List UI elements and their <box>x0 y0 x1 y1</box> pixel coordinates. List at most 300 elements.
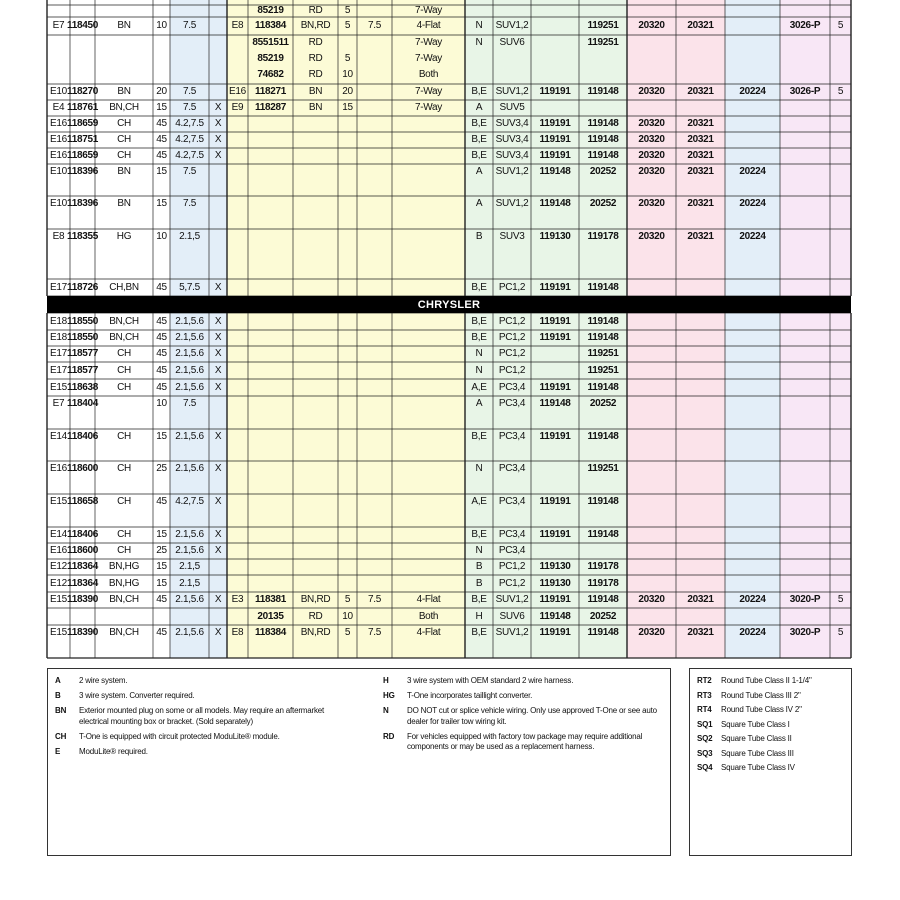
table-cell: N <box>475 545 483 556</box>
table-cell: X <box>214 496 222 507</box>
legend-hitch-item-text: Square Tube Class II <box>721 734 792 743</box>
table-cell: 20321 <box>687 118 714 129</box>
table-cell: 7.5 <box>182 20 197 31</box>
table-cell: 20320 <box>638 594 665 605</box>
table-cell: PC1,2 <box>498 365 526 376</box>
legend-left-item-key: B <box>55 691 61 700</box>
table-cell: 20321 <box>687 150 714 161</box>
table-cell: X <box>214 134 222 145</box>
table-cell: 7-Way <box>414 86 443 97</box>
table-cell: X <box>214 332 222 343</box>
legend-hitch-item-text: Round Tube Class II 1-1/4" <box>721 676 812 685</box>
table-cell: 2.1,5 <box>179 561 200 572</box>
table-cell: 45 <box>156 382 167 393</box>
table-cell: E3 <box>231 594 244 605</box>
table-cell: PC1,2 <box>498 348 526 359</box>
table-cell: E7 <box>52 20 65 31</box>
table-cell: SUV1,2 <box>495 627 529 638</box>
table-cell: SUV1,2 <box>495 86 529 97</box>
table-cell: BN <box>117 86 131 97</box>
table-cell: 119130 <box>539 231 571 242</box>
table-cell: N <box>475 463 483 474</box>
table-cell: 2.1,5 <box>179 578 200 589</box>
table-cell: 45 <box>156 365 167 376</box>
table-cell: CH <box>117 463 131 474</box>
table-cell: 20320 <box>638 118 665 129</box>
table-cell: 7.5 <box>367 594 382 605</box>
table-cell: CH <box>117 382 131 393</box>
column-tint <box>780 313 830 658</box>
table-cell: 7-Way <box>414 53 443 64</box>
table-cell: 2.1,5.6 <box>175 332 204 343</box>
table-cell: PC3,4 <box>498 529 526 540</box>
table-cell: 20321 <box>687 166 714 177</box>
table-cell: E12 <box>50 561 67 572</box>
table-cell: 15 <box>156 529 167 540</box>
table-cell: 7.5 <box>182 86 197 97</box>
table-cell: 118406 <box>66 529 99 540</box>
table-cell: 7.5 <box>182 166 197 177</box>
table-cell: 118396 <box>66 166 99 177</box>
table-cell: X <box>214 150 222 161</box>
table-cell: BN <box>308 102 323 113</box>
table-cell: PC3,4 <box>498 398 526 409</box>
table-cell: X <box>214 463 222 474</box>
table-cell: 2.1,5.6 <box>175 365 204 376</box>
table-cell: 20321 <box>687 20 714 31</box>
table-cell: CH <box>117 348 131 359</box>
table-cell: 118577 <box>66 348 99 359</box>
table-cell: 4.2,7.5 <box>175 150 204 161</box>
legend-hitch-item-key: SQ2 <box>697 734 713 743</box>
legend-left-item-text: Exterior mounted plug on some or all models. May require an aftermarket <box>79 706 325 715</box>
column-tint <box>357 313 392 658</box>
table-cell: CH <box>117 496 131 507</box>
table-cell: 25 <box>156 463 167 474</box>
table-cell: 118659 <box>66 150 99 161</box>
table-cell: 119178 <box>587 561 619 572</box>
legend-left-item-key: CH <box>55 731 67 741</box>
table-cell: E10 <box>50 86 67 97</box>
table-cell: 118390 <box>66 627 99 638</box>
table-cell: 20321 <box>687 198 714 209</box>
table-cell: 85219 <box>257 53 284 64</box>
table-cell: 4.2,7.5 <box>175 118 204 129</box>
table-cell: 2.1,5.6 <box>175 545 204 556</box>
table-cell: 118404 <box>66 398 99 409</box>
table-cell: 20321 <box>687 231 714 242</box>
table-cell: X <box>214 594 222 605</box>
table-cell: CH <box>117 529 131 540</box>
legend-mid-item-text: 3 wire system with OEM standard 2 wire harness. <box>407 676 574 685</box>
legend-hitch-item-text: Round Tube Class III 2" <box>721 690 801 700</box>
table-cell: B,E <box>471 150 487 161</box>
table-cell: 119191 <box>539 529 571 540</box>
table-cell: 118550 <box>66 332 99 343</box>
table-cell: 7-Way <box>414 102 443 113</box>
table-cell: 119148 <box>539 166 571 177</box>
table-cell: BN,RD <box>300 594 331 605</box>
table-cell: 15 <box>156 431 167 442</box>
table-cell: X <box>214 316 222 327</box>
table-cell: A <box>475 398 483 409</box>
table-cell: 5 <box>837 20 844 31</box>
table-cell: 119148 <box>587 431 619 442</box>
table-cell: 20320 <box>638 150 665 161</box>
legend-hitch-item-key: RT2 <box>697 676 712 685</box>
table-cell: 10 <box>156 231 167 242</box>
table-cell: BN <box>117 166 131 177</box>
table-cell: 20252 <box>589 166 617 177</box>
table-cell: 20321 <box>687 594 714 605</box>
table-cell: B <box>475 578 483 589</box>
table-cell: B,E <box>471 134 487 145</box>
table-cell: PC1,2 <box>498 332 526 343</box>
table-cell: 119148 <box>587 496 619 507</box>
table-cell: B <box>475 561 483 572</box>
table-cell: A <box>475 102 483 113</box>
table-cell: 20321 <box>687 627 714 638</box>
table-cell: 10 <box>342 611 353 622</box>
table-cell: A,E <box>471 496 487 507</box>
table-cell: 5 <box>837 594 844 605</box>
table-cell: E16 <box>50 150 67 161</box>
table-cell: PC1,2 <box>498 282 526 293</box>
table-cell: 3020-P <box>789 594 821 605</box>
table-cell: 45 <box>156 134 167 145</box>
table-cell: 20320 <box>638 627 665 638</box>
table-cell: PC1,2 <box>498 316 526 327</box>
table-cell: 7.5 <box>182 198 197 209</box>
table-cell: 4.2,7.5 <box>175 134 204 145</box>
table-cell: 119191 <box>539 332 571 343</box>
table-cell: 7.5 <box>182 102 197 113</box>
table-cell: 20321 <box>687 134 714 145</box>
table-cell: E8 <box>52 231 65 242</box>
table-cell: SUV1,2 <box>495 166 529 177</box>
table-cell: PC1,2 <box>498 561 526 572</box>
table-cell: 119251 <box>587 463 619 474</box>
legend-box-hitch <box>689 668 852 856</box>
table-cell: N <box>475 348 483 359</box>
table-cell: 5 <box>837 627 844 638</box>
table-cell: 20224 <box>739 231 766 242</box>
table-cell: 118550 <box>66 316 99 327</box>
table-cell: 119191 <box>539 594 571 605</box>
table-cell: 5 <box>344 594 351 605</box>
table-cell: 45 <box>156 332 167 343</box>
column-tint <box>248 313 293 658</box>
table-cell: 20224 <box>739 86 766 97</box>
table-cell: N <box>475 37 483 48</box>
table-cell: 119251 <box>587 20 619 31</box>
table-cell: E16 <box>50 118 67 129</box>
table-cell: X <box>214 545 222 556</box>
table-cell: X <box>214 382 222 393</box>
table-cell: 25 <box>156 545 167 556</box>
table-cell: PC3,4 <box>498 463 526 474</box>
table-cell: 119191 <box>539 150 571 161</box>
table-cell: BN,CH <box>109 316 139 327</box>
table-cell: 119130 <box>539 578 571 589</box>
table-cell: RD <box>308 37 323 48</box>
table-cell: BN <box>308 86 323 97</box>
table-cell: A <box>475 198 483 209</box>
table-cell: SUV3,4 <box>495 134 529 145</box>
table-cell: SUV3,4 <box>495 118 529 129</box>
legend-mid-item-key: HG <box>383 691 395 700</box>
column-tint <box>338 313 357 658</box>
legend-hitch-item-key: SQ4 <box>697 763 713 772</box>
table-cell: 118364 <box>66 561 99 572</box>
table-cell: E16 <box>229 86 246 97</box>
table-cell: 20224 <box>739 198 766 209</box>
table-cell: 118406 <box>66 431 99 442</box>
table-cell: X <box>214 348 222 359</box>
table-cell: 20224 <box>739 627 766 638</box>
table-cell: 15 <box>156 198 167 209</box>
table-cell: X <box>214 282 222 293</box>
table-cell: E15 <box>50 382 67 393</box>
table-cell: 118658 <box>66 496 99 507</box>
table-cell: 45 <box>156 150 167 161</box>
legend-hitch-item-text: Square Tube Class III <box>721 748 794 758</box>
table-cell: BN <box>117 20 131 31</box>
table-cell: 15 <box>156 561 167 572</box>
table-cell: A,E <box>471 382 487 393</box>
table-cell: E17 <box>50 282 67 293</box>
table-cell: 2.1,5.6 <box>175 382 204 393</box>
table-cell: 20320 <box>638 166 665 177</box>
table-cell: 4.2,7.5 <box>175 496 204 507</box>
column-tint <box>725 313 780 658</box>
table-cell: N <box>475 20 483 31</box>
table-cell: 119191 <box>539 316 571 327</box>
table-cell: E15 <box>50 594 67 605</box>
table-cell: 15 <box>156 166 167 177</box>
table-cell: 119148 <box>587 86 619 97</box>
table-cell: 118364 <box>66 578 99 589</box>
table-cell: 118384 <box>254 627 287 638</box>
table-cell: 45 <box>156 496 167 507</box>
table-cell: 3020-P <box>789 627 821 638</box>
column-tint <box>227 313 248 658</box>
table-cell: E7 <box>52 398 65 409</box>
table-cell: RD <box>308 53 323 64</box>
table-cell: 20252 <box>589 398 617 409</box>
table-cell: 119148 <box>587 594 619 605</box>
table-cell: 119130 <box>539 561 571 572</box>
table-cell: 20320 <box>638 231 665 242</box>
legend-hitch-item-key: SQ3 <box>697 748 713 758</box>
table-cell: E14 <box>50 529 67 540</box>
legend-left-item-text: T-One is equipped with circuit protected ModuLite® module. <box>79 731 280 741</box>
table-cell: SUV6 <box>499 37 525 48</box>
table-cell: 2.1,5.6 <box>175 348 204 359</box>
table-cell: 118384 <box>254 20 287 31</box>
section-header-chrysler: CHRYSLER <box>417 299 481 311</box>
table-cell: SUV3,4 <box>495 150 529 161</box>
table-cell: 119191 <box>539 282 571 293</box>
table-cell: 119148 <box>539 198 571 209</box>
table-cell: SUV6 <box>499 611 525 622</box>
table-cell: 118638 <box>66 382 99 393</box>
table-cell: 85219 <box>257 5 284 16</box>
column-tint <box>293 313 338 658</box>
table-cell: E15 <box>50 627 67 638</box>
table-cell: 7.5 <box>182 398 197 409</box>
table-cell: B,E <box>471 332 487 343</box>
legend-hitch-item-text: Square Tube Class I <box>721 719 790 729</box>
table-cell: N <box>475 365 483 376</box>
legend-left-item-text: 3 wire system. Converter required. <box>79 691 195 700</box>
table-cell: 20252 <box>589 198 617 209</box>
table-cell: 118659 <box>66 118 99 129</box>
table-cell: CH <box>117 431 131 442</box>
legend-hitch-item-text: Round Tube Class IV 2" <box>721 705 802 714</box>
table-cell: CH <box>117 150 131 161</box>
table-cell: 2.1,5.6 <box>175 529 204 540</box>
table-cell: 118355 <box>66 231 99 242</box>
table-cell: 2.1,5.6 <box>175 463 204 474</box>
table-cell: 20224 <box>739 166 766 177</box>
column-tint <box>676 313 725 658</box>
table-cell: 119148 <box>587 282 619 293</box>
legend-mid-item-text: For vehicles equipped with factory tow package may require additional <box>407 731 643 741</box>
table-cell: CH <box>117 365 131 376</box>
table-cell: Both <box>418 69 439 80</box>
table-cell: 15 <box>156 578 167 589</box>
table-cell: BN <box>117 198 131 209</box>
legend-box-main <box>47 668 671 856</box>
table-cell: 10 <box>156 398 167 409</box>
table-cell: SUV3 <box>499 231 525 242</box>
table-cell: E14 <box>50 431 67 442</box>
table-cell: 20321 <box>687 86 714 97</box>
table-cell: X <box>214 431 222 442</box>
table-cell: 20320 <box>638 86 665 97</box>
table-cell: 118600 <box>66 545 99 556</box>
table-cell: SUV1,2 <box>495 594 529 605</box>
table-cell: B,E <box>471 431 487 442</box>
table-cell: 20320 <box>638 198 665 209</box>
table-cell: 118390 <box>66 594 99 605</box>
table-cell: BN,CH <box>109 627 139 638</box>
table-cell: E17 <box>50 348 67 359</box>
table-cell: 45 <box>156 118 167 129</box>
table-cell: 119178 <box>587 231 619 242</box>
table-cell: 2.1,5.6 <box>175 316 204 327</box>
table-cell: B,E <box>471 282 487 293</box>
legend-hitch-item-key: RT3 <box>697 690 712 700</box>
table-cell: X <box>214 627 222 638</box>
table-cell: 4-Flat <box>416 627 441 638</box>
table-cell: E10 <box>50 198 67 209</box>
table-cell: 45 <box>156 594 167 605</box>
legend-mid-item-key: H <box>383 676 389 685</box>
legend-left-item-text: ModuLite® required. <box>79 746 148 756</box>
table-cell: 45 <box>156 348 167 359</box>
table-cell: 119148 <box>587 529 619 540</box>
table-cell: 119148 <box>587 150 619 161</box>
table-cell: 45 <box>156 627 167 638</box>
table-cell: 119148 <box>587 118 619 129</box>
table-cell: SUV5 <box>499 102 525 113</box>
table-cell: 45 <box>156 282 167 293</box>
table-cell: E12 <box>50 578 67 589</box>
table-cell: BN,RD <box>300 20 331 31</box>
table-cell: E16 <box>50 463 67 474</box>
legend-mid-item-key: N <box>383 706 389 715</box>
table-cell: 119148 <box>587 134 619 145</box>
table-cell: 5 <box>344 20 351 31</box>
legend-left-item-text: electrical mounting box or bracket. (Sold separately) <box>79 716 253 726</box>
table-cell: B,E <box>471 86 487 97</box>
table-cell: SUV1,2 <box>495 20 529 31</box>
legend-left-item-key: A <box>55 676 61 685</box>
table-cell: HG <box>116 231 132 242</box>
table-cell: 3026-P <box>789 86 821 97</box>
table-cell: BN,CH <box>109 102 139 113</box>
table-cell: 119191 <box>539 627 571 638</box>
table-cell: E16 <box>50 545 67 556</box>
table-cell: 74682 <box>257 69 284 80</box>
table-cell: 119191 <box>539 86 571 97</box>
table-cell: BN,RD <box>300 627 331 638</box>
table-cell: 118600 <box>66 463 99 474</box>
table-cell: X <box>214 102 222 113</box>
column-tint <box>392 313 465 658</box>
table-cell: CH <box>117 134 131 145</box>
table-cell: 8551511 <box>252 37 289 48</box>
table-cell: 2.1,5 <box>179 231 200 242</box>
table-cell: BN,CH <box>109 594 139 605</box>
legend-mid-item-text: components or may be used as a replacement harness. <box>407 742 595 751</box>
table-cell: B,E <box>471 529 487 540</box>
table-cell: RD <box>308 69 323 80</box>
table-cell: 20252 <box>589 611 617 622</box>
legend-mid-item-text: dealer for trailer tow wiring kit. <box>407 716 507 726</box>
table-cell: E18 <box>50 332 67 343</box>
table-cell: 15 <box>156 102 167 113</box>
table-cell: 119148 <box>587 627 619 638</box>
table-cell: 15 <box>342 102 353 113</box>
table-cell: E10 <box>50 166 67 177</box>
table-cell: A <box>475 166 483 177</box>
legend-left-item-key: BN <box>55 706 67 715</box>
table-cell: X <box>214 118 222 129</box>
table-cell: SUV1,2 <box>495 198 529 209</box>
table-cell: 4-Flat <box>416 20 441 31</box>
table-cell: 118396 <box>66 198 99 209</box>
table-cell: 119178 <box>587 578 619 589</box>
table-cell: 118271 <box>254 86 287 97</box>
table-cell: CH,BN <box>109 282 139 293</box>
table-cell: 119148 <box>587 316 619 327</box>
table-cell: 20320 <box>638 20 665 31</box>
table-cell: 4-Flat <box>416 594 441 605</box>
table-cell: 3026-P <box>789 20 821 31</box>
table-cell: PC1,2 <box>498 578 526 589</box>
table-cell: 10 <box>156 20 167 31</box>
legend-left-item-key: E <box>55 746 61 756</box>
table-cell: CH <box>117 118 131 129</box>
legend-hitch-item-text: Square Tube Class IV <box>721 763 795 772</box>
table-cell: 20224 <box>739 594 766 605</box>
table-cell: 20 <box>156 86 167 97</box>
table-cell: 118381 <box>254 594 287 605</box>
legend-hitch-item-key: RT4 <box>697 705 712 714</box>
